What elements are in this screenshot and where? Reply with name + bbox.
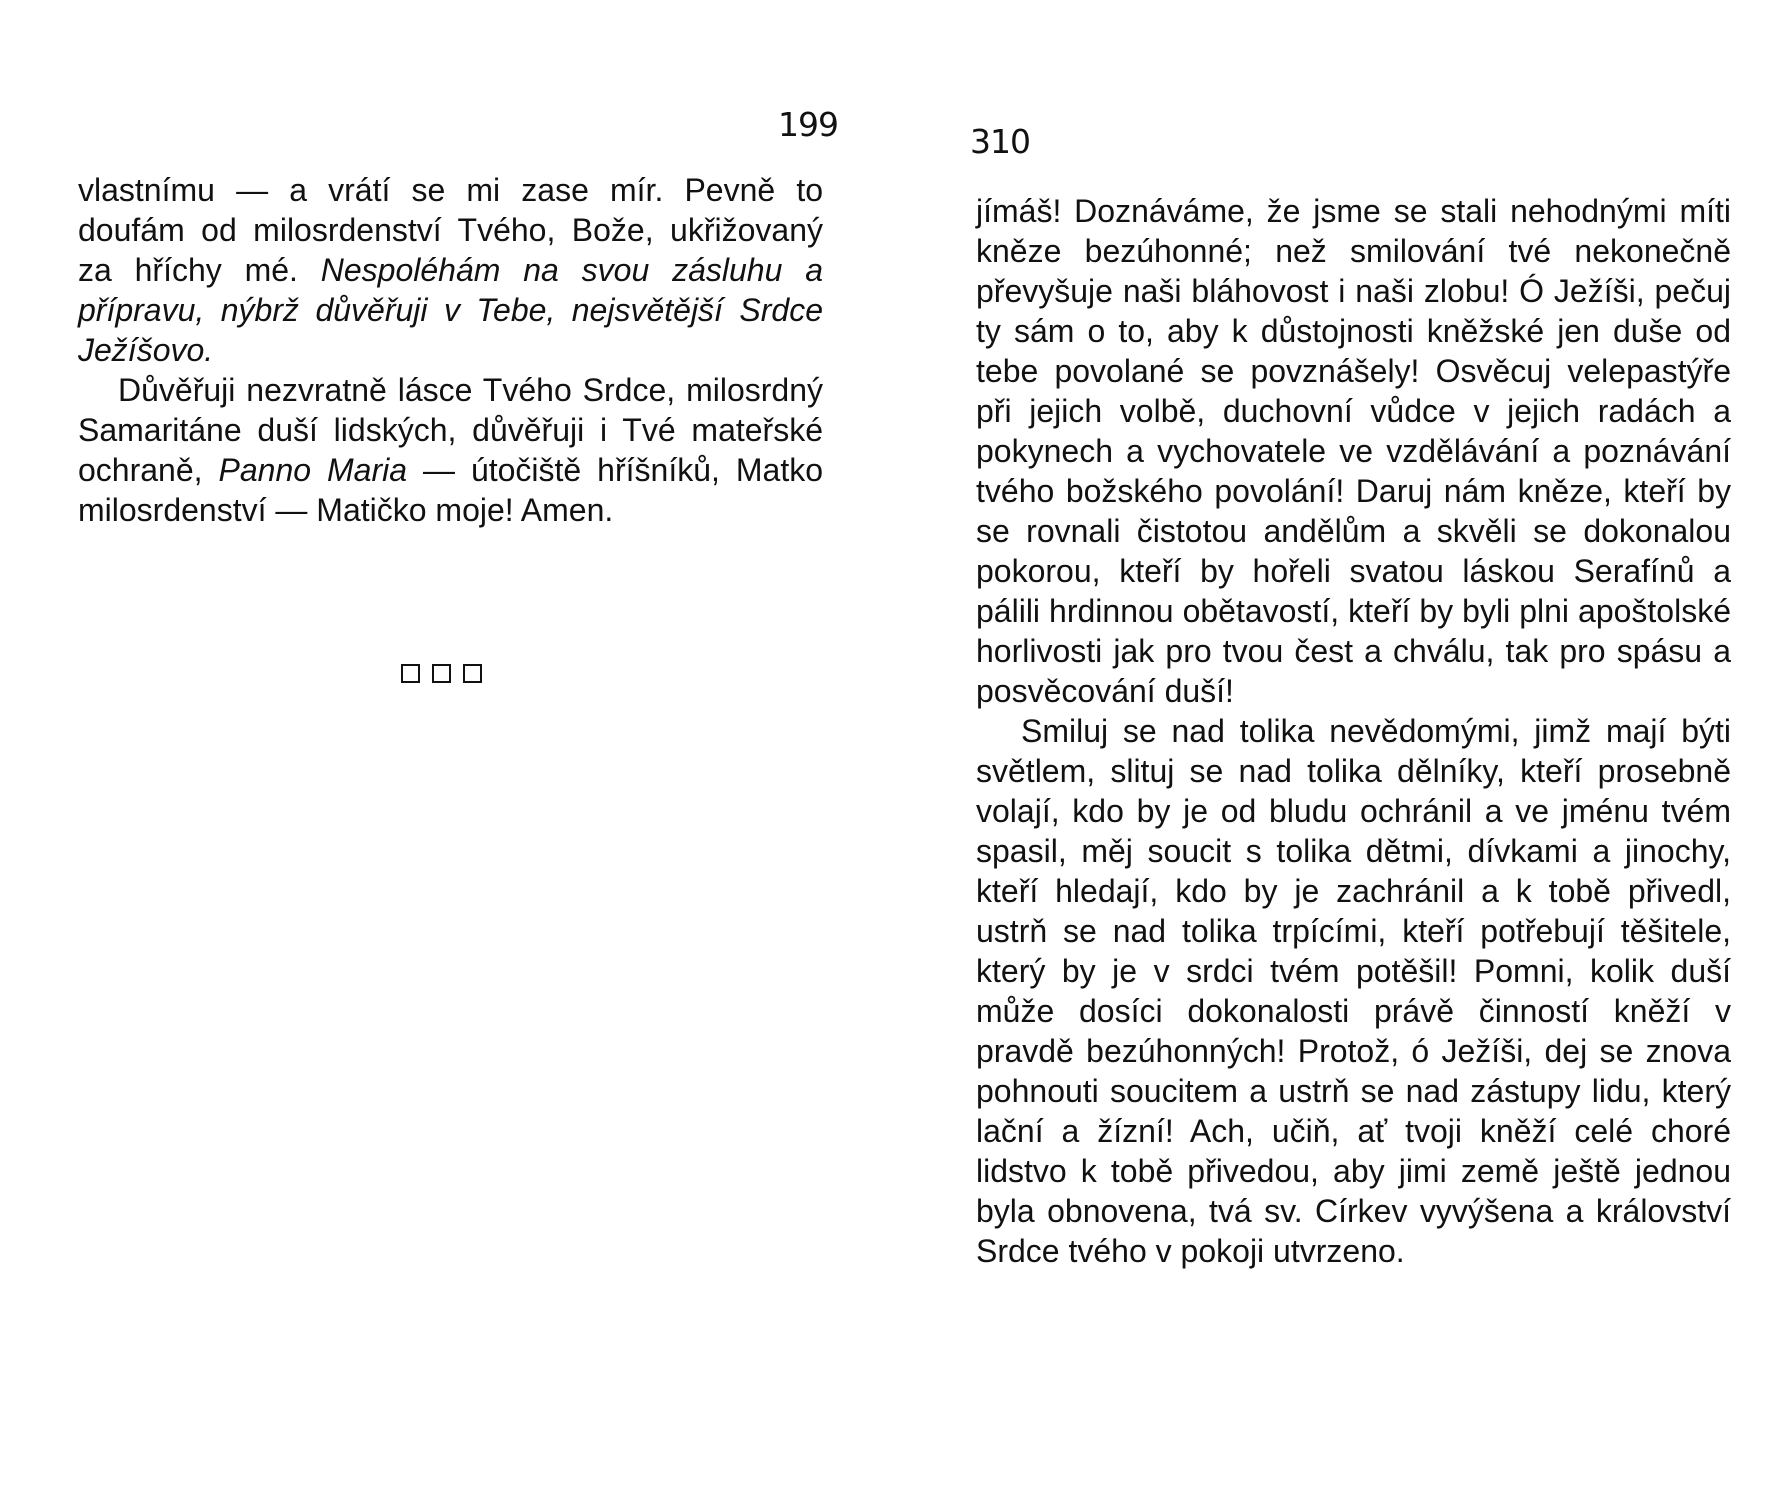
ornament-square-icon	[401, 664, 420, 683]
left-page	[0, 0, 880, 1500]
left-paragraph-1	[78, 170, 823, 370]
right-page	[880, 0, 1792, 1500]
right-text-block	[976, 191, 1731, 1271]
left-text-block	[78, 170, 823, 530]
left-paragraph-2-text-b: — útočiště hříšníků, Matko milosrdenství — Matičko moje! Amen.	[78, 452, 824, 528]
section-end-ornament	[401, 664, 482, 686]
ornament-square-icon	[463, 664, 482, 683]
left-paragraph-2-text-a: Důvěřuji nezvratně lásce Tvého Srdce, milosrdný Samaritáne duší lidských, důvěřuji i Tvé mateřské ochraně,	[78, 372, 823, 488]
left-paragraph-1-italic: Nespoléhám na svou zásluhu a přípravu, nýbrž důvěřuji v Tebe, nejsvětější Srdce Ježíšovo.	[78, 252, 824, 368]
ornament-square-icon	[432, 664, 451, 683]
right-paragraph-2: Smiluj se nad tolika nevědomými, jimž mají býti světlem, slituj se nad tolika dělníky, kteří prosebně volají, kdo by je od bludu ochránil a ve jménu tvém spasil, měj soucit s tolika dětmi, dívkami a jinochy, kteří hledají, kdo by je zachránil a k tobě přivedl, ustrň se nad tolika trpícími, kteří potřebují těšitele, který by je v srdci tvém potěšil! Pomni, kolik duší může dosíci dokonalosti právě činností kněží v pravdě bezúhonných! Protož, ó Ježíši, dej se znova pohnouti soucitem a ustrň se nad zástupy lidu, který lační a žízní! Ach, učiň, ať tvoji kněží celé choré lidstvo k tobě přivedou, aby jimi země ještě jednou byla obnovena, tvá sv. Církev vyvýšena a království Srdce tvého v pokoji utvrzeno.	[976, 713, 1731, 1269]
page-number-left: 199	[778, 105, 838, 144]
right-paragraph-1: jímáš! Doznáváme, že jsme se stali nehodnými míti kněze bezúhonné; než smilování tvé nekonečně převyšuje naši bláhovost i naši zlobu! Ó Ježíši, pečuj ty sám o to, aby k důstojnosti kněžské jen duše od tebe povolané se povznášely! Osvěcuj velepastýře při jejich volbě, duchovní vůdce v jejich radách a pokynech a vychovatele ve vzdělávání a poznávání tvého božského povolání! Daruj nám kněze, kteří by se rovnali čistotou andělům a skvěli se dokonalou pokorou, kteří by hořeli svatou láskou Serafínů a pálili hrdinnou obětavostí, kteří by byli plni apoštolské horlivosti jak pro tvou čest a chválu, tak pro spásu a posvěcování duší!	[976, 193, 1731, 709]
left-paragraph-2	[78, 370, 823, 530]
page-number-right: 310	[970, 122, 1030, 161]
left-paragraph-1-text: vlastnímu — a vrátí se mi zase mír. Pevně to doufám od milosrdenství Tvého, Bože, ukřižovaný za hříchy mé.	[78, 172, 823, 288]
left-paragraph-2-italic: Panno Maria	[218, 452, 408, 488]
